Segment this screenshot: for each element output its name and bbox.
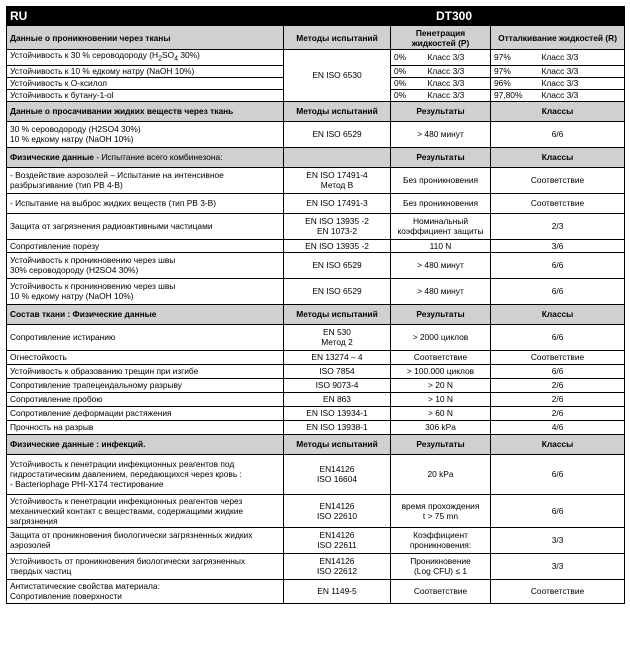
suit-row-class: 6/6 [491, 252, 625, 278]
infection-row-method: EN14126 ISO 22610 [284, 494, 391, 527]
fabric-col-class: Классы [491, 304, 625, 324]
table-row [7, 454, 625, 494]
infection-row-result: время прохождения t > 75 mn [391, 494, 491, 527]
fabric-row-name: Сопротивление деформации растяжения [7, 406, 284, 420]
fabric-row-name: Устойчивость к образованию трещин при изгибе [7, 364, 284, 378]
permeation-result: > 480 минут [391, 121, 491, 147]
table-row [7, 278, 625, 304]
suit-row-class: 3/6 [491, 239, 625, 252]
permeation-col-result: Результаты [391, 101, 491, 121]
table-row [7, 252, 625, 278]
suit-row-result: 110 N [391, 239, 491, 252]
fabric-row-result: Соответствие [391, 350, 491, 364]
permeation-row-name: 30 % сероводороду (H2SO4 30%) 10 % едкому натру (NaOH 10%) [7, 121, 284, 147]
suit-col-class: Классы [491, 147, 625, 167]
table-row [7, 579, 625, 603]
suit-row-class: Соответствие [491, 193, 625, 213]
penetration-p-class: Класс 3/3 [425, 50, 491, 66]
penetration-row-name: Устойчивость к бутану-1-ol [7, 89, 284, 101]
infection-row-class: 6/6 [491, 494, 625, 527]
infection-row-result: 20 kPa [391, 454, 491, 494]
suit-col-result: Результаты [391, 147, 491, 167]
penetration-p-class: Класс 3/3 [425, 77, 491, 89]
infection-row-name: Антистатические свойства материала: Сопротивление поверхности [7, 579, 284, 603]
penetration-col-pen: Пенетрация жидкостей (P) [391, 26, 491, 50]
suit-title: Физические данные - Испытание всего комбинезона: [7, 147, 284, 167]
suit-row-class: 2/3 [491, 213, 625, 239]
infection-row-class: 3/3 [491, 527, 625, 553]
infection-row-method: EN14126 ISO 22611 [284, 527, 391, 553]
penetration-row-name: Устойчивость к 10 % едкому натру (NaOH 10%) [7, 65, 284, 77]
infection-row-class: Соответствие [491, 579, 625, 603]
penetration-method: EN ISO 6530 [284, 50, 391, 102]
infection-row-name: Защита от проникновения биологически загрязненных жидких аэрозолей [7, 527, 284, 553]
infection-row-class: 6/6 [491, 454, 625, 494]
penetration-header [7, 26, 625, 50]
fabric-row-result: > 20 N [391, 378, 491, 392]
fabric-row-class: 6/6 [491, 364, 625, 378]
suit-row-result: Без проникновения [391, 167, 491, 193]
fabric-row-result: > 2000 циклов [391, 324, 491, 350]
penetration-p-class: Класс 3/3 [425, 89, 491, 101]
datasheet-table [6, 6, 625, 604]
penetration-p-value: 0% [391, 89, 425, 101]
infection-col-method: Методы испытаний [284, 434, 391, 454]
penetration-col-method: Методы испытаний [284, 26, 391, 50]
infection-row-result: Проникновение (Log CFU) ≤ 1 [391, 553, 491, 579]
fabric-row-name: Огнестойкость [7, 350, 284, 364]
table-row [7, 553, 625, 579]
fabric-row-method: EN ISO 13938-1 [284, 420, 391, 434]
infection-row-method: EN14126 ISO 16604 [284, 454, 391, 494]
table-row [7, 527, 625, 553]
suit-row-method: EN ISO 13935 -2 [284, 239, 391, 252]
table-row [7, 167, 625, 193]
table-row [7, 50, 625, 66]
suit-row-class: Соответствие [491, 167, 625, 193]
fabric-row-method: EN 13274 – 4 [284, 350, 391, 364]
table-row [7, 494, 625, 527]
suit-row-name: - Воздействие аэрозолей – Испытание на интенсивное разбрызгивание (тип PB 4-B) [7, 167, 284, 193]
infection-row-name: Устойчивость от проникновения биологически загрязненных твердых частиц [7, 553, 284, 579]
suit-row-method: EN ISO 6529 [284, 252, 391, 278]
suit-rows [7, 167, 625, 304]
penetration-p-value: 0% [391, 77, 425, 89]
penetration-title: Данные о проникновении через тканы [7, 26, 284, 50]
suit-row-result: Номинальный коэффициент защиты [391, 213, 491, 239]
fabric-row-result: > 10 N [391, 392, 491, 406]
fabric-row-class: 2/6 [491, 392, 625, 406]
table-row [7, 364, 625, 378]
penetration-r-class: Класс 3/3 [539, 89, 625, 101]
product-name: DT300 [284, 7, 625, 26]
header-row [7, 7, 625, 26]
suit-row-result: > 480 минут [391, 278, 491, 304]
infection-col-result: Результаты [391, 434, 491, 454]
table-row [7, 121, 625, 147]
table-row [7, 378, 625, 392]
penetration-r-value: 97,80% [491, 89, 539, 101]
permeation-title: Данные о просачивании жидких веществ через ткань [7, 101, 284, 121]
fabric-row-name: Прочность на разрыв [7, 420, 284, 434]
penetration-row-name: Устойчивость к О-ксилол [7, 77, 284, 89]
infection-row-result: Соответствие [391, 579, 491, 603]
suit-row-name: - Испытание на выброс жидких веществ (тип PB 3-B) [7, 193, 284, 213]
permeation-method: EN ISO 6529 [284, 121, 391, 147]
penetration-row-name: Устойчивость к 30 % сероводороду ($H_2SO_4$ 30%) [7, 50, 284, 66]
penetration-p-value: 0% [391, 65, 425, 77]
suit-row-method: EN ISO 17491-3 [284, 193, 391, 213]
penetration-p-class: Класс 3/3 [425, 65, 491, 77]
suit-header [7, 147, 625, 167]
permeation-col-class: Классы [491, 101, 625, 121]
infection-rows [7, 454, 625, 603]
table-row [7, 392, 625, 406]
penetration-r-value: 97% [491, 50, 539, 66]
suit-row-method: EN ISO 13935 -2 EN 1073-2 [284, 213, 391, 239]
suit-row-class: 6/6 [491, 278, 625, 304]
table-row [7, 420, 625, 434]
fabric-col-result: Результаты [391, 304, 491, 324]
infection-row-method: EN14126 ISO 22612 [284, 553, 391, 579]
permeation-class: 6/6 [491, 121, 625, 147]
table-row [7, 324, 625, 350]
infection-header [7, 434, 625, 454]
infection-title: Физические данные : инфекций. [7, 434, 284, 454]
language-code: RU [7, 7, 284, 26]
fabric-row-method: ISO 7854 [284, 364, 391, 378]
table-row [7, 213, 625, 239]
fabric-row-class: 6/6 [491, 324, 625, 350]
penetration-r-class: Класс 3/3 [539, 65, 625, 77]
suit-row-name: Сопротивление порезу [7, 239, 284, 252]
fabric-rows [7, 324, 625, 434]
fabric-row-class: 4/6 [491, 420, 625, 434]
infection-row-method: EN 1149-5 [284, 579, 391, 603]
infection-col-class: Классы [491, 434, 625, 454]
table-row [7, 193, 625, 213]
infection-row-result: Коэффициент проникновения: [391, 527, 491, 553]
suit-row-name: Защита от загрязнения радиоактивными частицами [7, 213, 284, 239]
suit-row-result: Без проникновения [391, 193, 491, 213]
fabric-row-result: > 100.000 циклов [391, 364, 491, 378]
fabric-row-result: > 60 N [391, 406, 491, 420]
suit-row-result: > 480 минут [391, 252, 491, 278]
penetration-p-value: 0% [391, 50, 425, 66]
table-row [7, 406, 625, 420]
table-row [7, 239, 625, 252]
infection-row-class: 3/3 [491, 553, 625, 579]
fabric-row-name: Сопротивление трапецеидальному разрыву [7, 378, 284, 392]
fabric-row-method: EN 530 Метод 2 [284, 324, 391, 350]
fabric-row-method: EN 863 [284, 392, 391, 406]
fabric-col-method: Методы испытаний [284, 304, 391, 324]
penetration-r-class: Класс 3/3 [539, 50, 625, 66]
penetration-r-value: 96% [491, 77, 539, 89]
fabric-row-name: Сопротивление пробою [7, 392, 284, 406]
suit-row-method: EN ISO 6529 [284, 278, 391, 304]
fabric-row-method: EN ISO 13934-1 [284, 406, 391, 420]
fabric-row-result: 306 kPa [391, 420, 491, 434]
penetration-col-rep: Отталкивание жидкостей (R) [491, 26, 625, 50]
fabric-header [7, 304, 625, 324]
suit-row-name: Устойчивость к проникновению через швы 10 % едкому натру (NaOH 10%) [7, 278, 284, 304]
permeation-header [7, 101, 625, 121]
suit-col-method [284, 147, 391, 167]
table-row [7, 350, 625, 364]
penetration-r-value: 97% [491, 65, 539, 77]
fabric-row-class: Соответствие [491, 350, 625, 364]
suit-row-name: Устойчивость к проникновению через швы 30% сероводороду (H2SO4 30%) [7, 252, 284, 278]
fabric-row-class: 2/6 [491, 378, 625, 392]
fabric-row-class: 2/6 [491, 406, 625, 420]
infection-row-name: Устойчивость к пенетрации инфекционных реагентов через механический контакт с веществами, содержащими жидкие загрязнения [7, 494, 284, 527]
fabric-title: Состав ткани : Физические данные [7, 304, 284, 324]
suit-row-method: EN ISO 17491-4 Метод B [284, 167, 391, 193]
permeation-col-method: Методы испытаний [284, 101, 391, 121]
fabric-row-name: Сопротивление истиранию [7, 324, 284, 350]
infection-row-name: Устойчивость к пенетрации инфекционных реагентов под гидростатическим давлением, передающихся через кровь : - Bacteriophage PHI-X174 тестирование [7, 454, 284, 494]
penetration-r-class: Класс 3/3 [539, 77, 625, 89]
fabric-row-method: ISO 9073-4 [284, 378, 391, 392]
